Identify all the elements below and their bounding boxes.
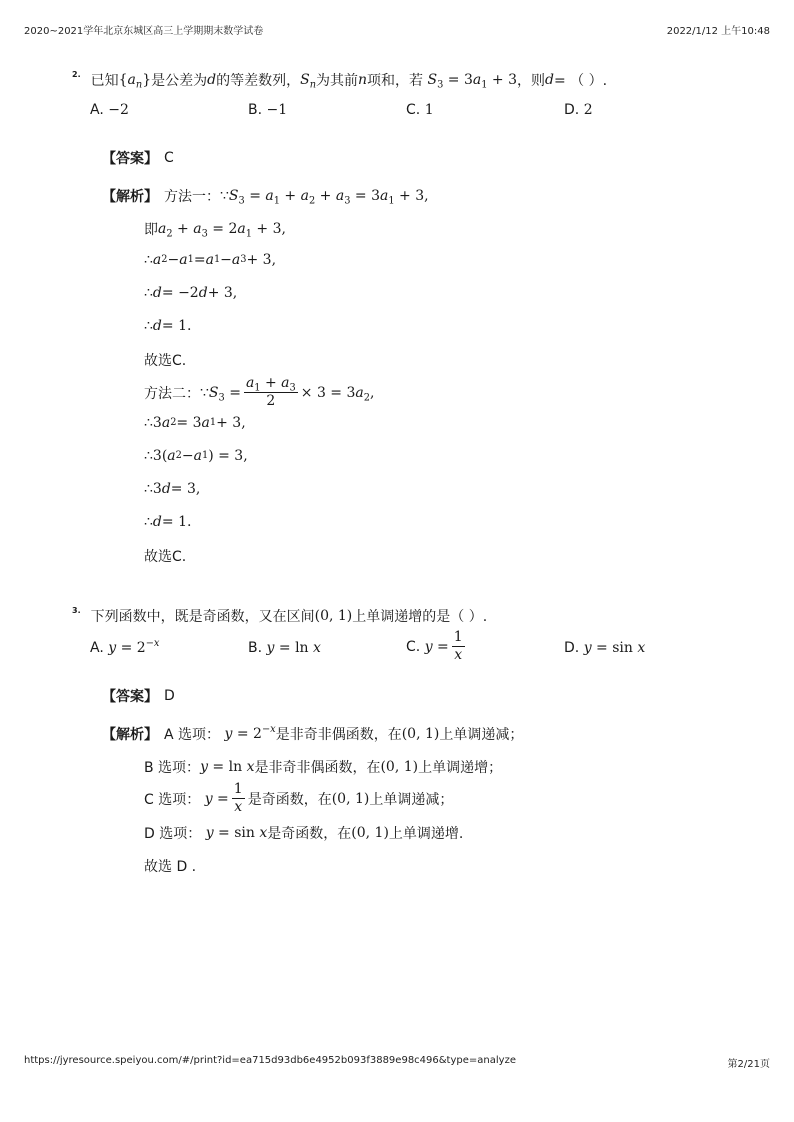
- solution-step: 方法二： $\because S_3$ = $\frac{a_1 + a_3}{2}$ × $3 = 3a_2$,: [144, 375, 375, 410]
- option-a[interactable]: A. $y = 2^{-x}$: [90, 638, 160, 656]
- header-title: 2020~2021学年北京东城区高三上学期期末数学试卷: [24, 26, 264, 37]
- analysis-line: B 选项： y = ln x 是非奇非偶函数，在 (0, 1) 上单调递增；: [144, 759, 503, 776]
- solution-step: ∴ d = −2 d + 3,: [144, 285, 238, 301]
- stem-text: 上单调递增的是（ ）.: [352, 609, 488, 625]
- solution-step: ∴3( a 2 − a 1 ) = 3,: [144, 448, 248, 464]
- solution-step: 即 $a_2 + a_3 = 2a_1 + 3$,: [144, 221, 286, 240]
- question-3-options: [90, 629, 730, 672]
- option-c[interactable]: C. y = $\frac{1}{x}$: [406, 629, 463, 664]
- page-header: [24, 22, 770, 37]
- stem-text: 已知: [90, 73, 119, 89]
- fraction: $\frac{1}{x}$: [233, 781, 243, 816]
- method-label: 方法二：: [144, 385, 200, 402]
- sum-symbol: $S_n$: [300, 72, 316, 91]
- answer-line: [102, 686, 175, 706]
- var-d: d: [207, 72, 217, 88]
- solution-step: ∴ d = 1.: [144, 318, 192, 334]
- page-number: 第2/21页: [727, 1059, 770, 1070]
- math-expr: $\because S_3 = a_1 + a_2 + a_3 = 3a_1 + 3$,: [220, 188, 429, 207]
- solution-step: ∴ d = 1.: [144, 514, 192, 530]
- stem-text: = （ ）.: [553, 73, 608, 89]
- stem-text: 是公差为: [151, 73, 208, 89]
- interval-expr: (0, 1): [314, 608, 353, 624]
- footer-url[interactable]: https://jyresource.speiyou.com/#/print?id=ea715d93db6e4952b093f3889e98c496&type=analyze: [24, 1055, 516, 1066]
- analysis-line: C 选项： y = $\frac{1}{x}$ 是奇函数，在 (0, 1) 上单调递减；: [144, 781, 454, 816]
- analysis-label: 【解析】: [102, 727, 158, 743]
- question-3-stem: [72, 606, 487, 626]
- solution-step: ∴3 a 2 = 3 a 1 + 3,: [144, 415, 246, 431]
- option-b[interactable]: B. y = ln x: [248, 640, 321, 656]
- option-b[interactable]: B. −1: [248, 102, 288, 118]
- page-footer: [24, 1055, 770, 1070]
- answer-label: 【答案】: [102, 689, 158, 705]
- sequence-expr: $\{a_n\}$: [118, 72, 152, 91]
- var-d: d: [545, 72, 554, 88]
- analysis-line: D 选项： y = sin x 是奇函数，在 (0, 1) 上单调递增.: [144, 825, 464, 842]
- analysis-line: 【解析】 A 选项： $y = 2^{-x}$ 是非奇非偶函数，在 (0, 1) 上单调递减；: [102, 724, 524, 743]
- answer-value: D: [164, 688, 175, 704]
- conclusion: 故选 D .: [144, 859, 197, 875]
- solution-step: ∴ a 2 − a 1 = a 1 − a 3 + 3,: [144, 252, 277, 268]
- stem-text: 的等差数列，: [216, 73, 301, 89]
- option-d[interactable]: D. y = sin x: [564, 640, 646, 656]
- stem-text: ，则: [517, 73, 545, 89]
- conclusion: 故选C.: [144, 549, 187, 565]
- option-a[interactable]: A. −2: [90, 102, 129, 118]
- condition-expr: $S_3 = 3a_1 + 3$: [427, 72, 517, 91]
- conclusion: 故选C.: [144, 353, 187, 369]
- var-n: n: [358, 72, 368, 88]
- question-number: 2.: [72, 69, 81, 79]
- fraction: $\frac{a_1 + a_3}{2}$: [245, 375, 296, 410]
- header-datetime: 2022/1/12 上午10:48: [666, 26, 770, 37]
- option-c[interactable]: C. 1: [406, 102, 434, 118]
- answer-label: 【答案】: [102, 151, 158, 167]
- question-2-stem: [72, 70, 607, 90]
- fraction: $\frac{1}{x}$: [453, 629, 463, 664]
- answer-line: [102, 148, 174, 168]
- stem-text: 下列函数中，既是奇函数，又在区间: [90, 609, 315, 625]
- stem-text: 项和，若: [367, 73, 424, 89]
- question-2-options: [90, 102, 730, 126]
- stem-text: 为其前: [316, 73, 358, 89]
- solution-step: ∴3 d = 3,: [144, 481, 201, 497]
- analysis-label: 【解析】: [102, 189, 158, 205]
- option-d[interactable]: D. 2: [564, 102, 593, 118]
- method-label: 方法一：: [164, 189, 220, 205]
- answer-value: C: [164, 150, 174, 166]
- question-number: 3.: [72, 605, 81, 615]
- analysis-line: [102, 186, 429, 206]
